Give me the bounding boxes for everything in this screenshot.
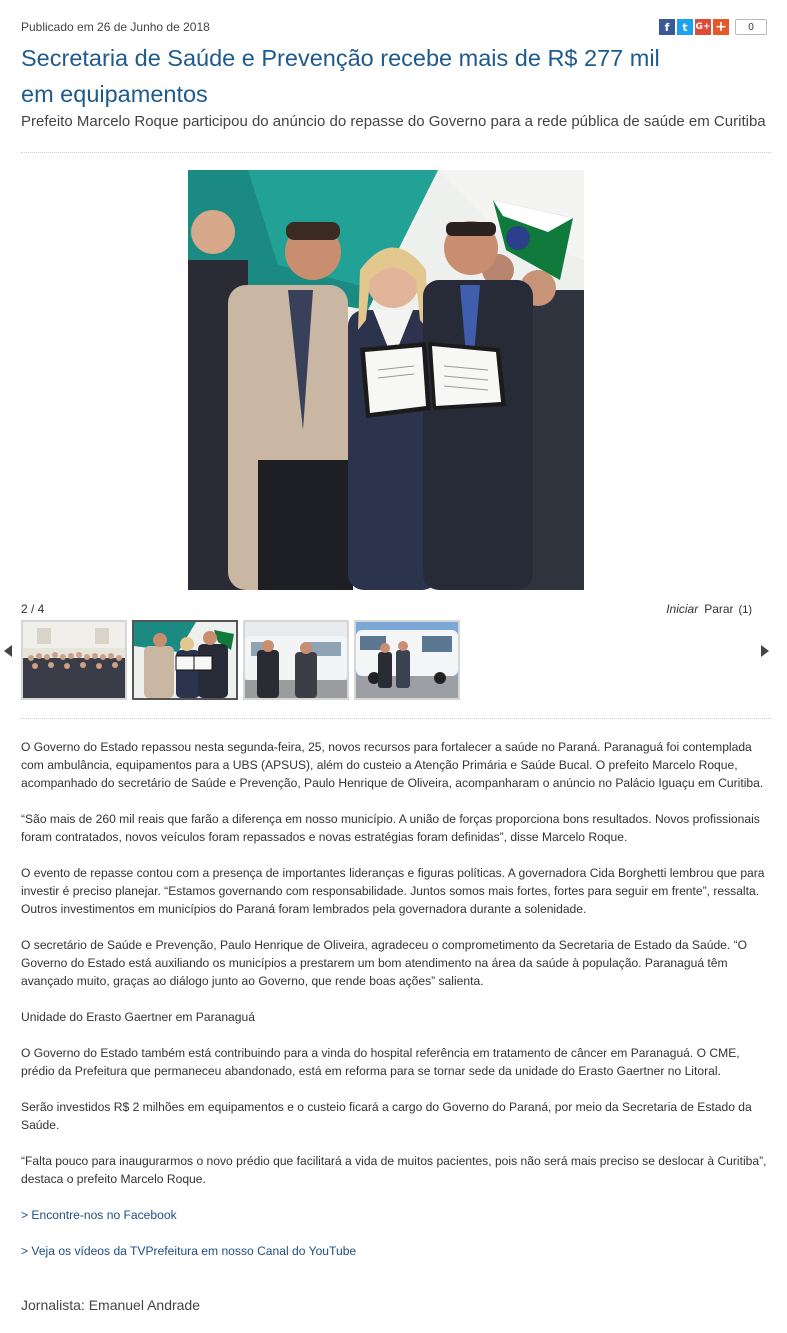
- gallery-next-arrow-icon[interactable]: [761, 645, 769, 657]
- gallery-controls: [666, 602, 752, 616]
- article-paragraph: Serão investidos R$ 2 milhões em equipamentos e o custeio ficará a cargo do Governo do Paraná, por meio da Secretaria de Estado da Saúde.: [21, 1100, 752, 1132]
- thumbnail-3[interactable]: [243, 620, 349, 700]
- youtube-link[interactable]: > Veja os vídeos da TVPrefeitura em nosso Canal do YouTube: [21, 1244, 357, 1258]
- gallery-main-photo[interactable]: [188, 170, 584, 590]
- article-paragraph: “Falta pouco para inaugurarmos o novo prédio que facilitará a vida de muitos pacientes, pois não será mais preciso se deslocar à Curitiba”, destaca o prefeito Marcelo Roque.: [21, 1154, 767, 1186]
- group-photo-thumb: [23, 622, 125, 698]
- signing-ceremony-thumb: [134, 622, 236, 698]
- article-body: [21, 738, 773, 1278]
- gallery-counter: 2 / 4: [21, 602, 45, 616]
- journalist-credit: Jornalista: Emanuel Andrade: [21, 1297, 200, 1313]
- article-title: Secretaria de Saúde e Prevenção recebe mais de R$ 277 mil em equipamentos: [21, 45, 660, 107]
- divider: [21, 152, 771, 153]
- article-subtitle: Prefeito Marcelo Roque participou do anúncio do repasse do Governo para a rede pública de saúde em Curitiba: [21, 113, 766, 130]
- thumbnail-2[interactable]: [132, 620, 238, 700]
- article-subheading: Unidade do Erasto Gaertner em Paranaguá: [21, 1010, 255, 1024]
- gallery-thumbnails: [21, 620, 460, 700]
- share-count: 0: [735, 19, 767, 35]
- divider: [21, 718, 771, 719]
- article-paragraph: O Governo do Estado repassou nesta segunda-feira, 25, novos recursos para fortalecer a saúde no Paraná. Paranaguá foi contemplada com ambulância, equipamentos para a UBS (APSUS), além do custeio a Atenção Primária e Saúde Bucal. O prefeito Marcelo Roque, acompanhado do secretário de Saúde e Prevenção, Paulo Henrique de Oliveira, acompanharam o anúncio no Palácio Iguaçu em Curitiba.: [21, 740, 764, 790]
- more-share-icon[interactable]: +: [713, 19, 729, 35]
- thumbnail-1[interactable]: [21, 620, 127, 700]
- thumbnail-4[interactable]: [354, 620, 460, 700]
- men-with-ambulance-thumb: [245, 622, 347, 698]
- published-date: Publicado em 26 de Junho de 2018: [21, 20, 210, 34]
- facebook-share-icon[interactable]: f: [659, 19, 675, 35]
- facebook-link[interactable]: > Encontre-nos no Facebook: [21, 1208, 177, 1222]
- article-paragraph: O Governo do Estado também está contribuindo para a vinda do hospital referência em tratamento de câncer em Paranaguá. O CME, prédio da Prefeitura que permaneceu abandonado, está em reforma para se tornar sede da unidade do Erasto Gaertner no Litoral.: [21, 1046, 740, 1078]
- share-bar: [659, 19, 767, 35]
- gallery-start-button[interactable]: Iniciar: [666, 602, 699, 616]
- twitter-share-icon[interactable]: t: [677, 19, 693, 35]
- ambulances-parked-thumb: [356, 622, 458, 698]
- signing-ceremony-image: [188, 170, 584, 590]
- gallery-stop-count: (1): [738, 604, 752, 616]
- article-paragraph: O evento de repasse contou com a presença de importantes lideranças e figuras políticas. A governadora Cida Borghetti lembrou que para investir é preciso planejar. “Estamos governando com responsabilidade. Juntos somos mais fortes, fortes para seguir em frente”, ressalta. Outros investimentos em municípios do Paraná foram lembrados pela governadora durante a solenidade.: [21, 866, 765, 916]
- gallery-stop-button[interactable]: Parar: [704, 602, 734, 616]
- article-paragraph: “São mais de 260 mil reais que farão a diferença em nosso município. A união de forças proporciona bons resultados. Novos profissionais foram contratados, novos veículos foram repassados e novas estratégias foram definidas”, disse Marcelo Roque.: [21, 812, 760, 844]
- googleplus-share-icon[interactable]: G+: [695, 19, 711, 35]
- article-paragraph: O secretário de Saúde e Prevenção, Paulo Henrique de Oliveira, agradeceu o comprometimento da Secretaria de Estado da Saúde. “O Governo do Estado está auxiliando os municípios a prestarem um bom atendimento na área da saúde à população. Paranaguá têm avançado muito, graças ao diálogo junto ao Governo, que rende boas ações” salienta.: [21, 938, 748, 988]
- gallery-prev-arrow-icon[interactable]: [4, 645, 12, 657]
